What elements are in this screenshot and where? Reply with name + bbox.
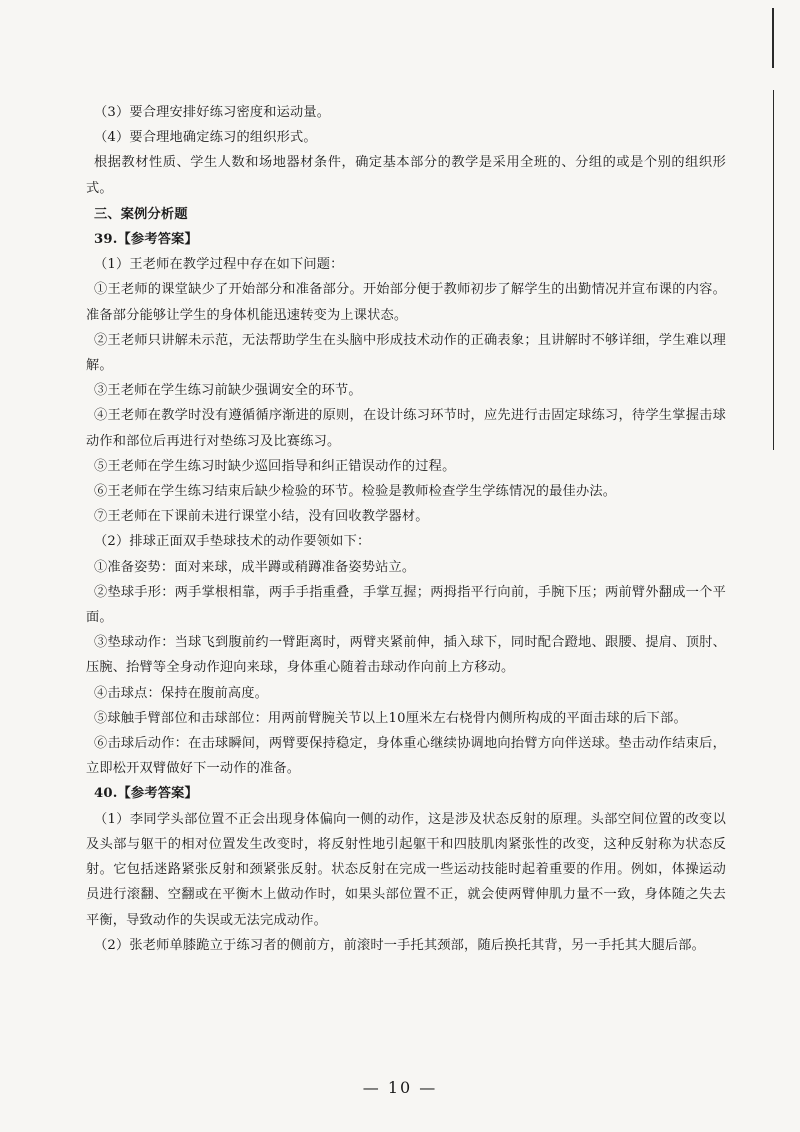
list-item: ⑦王老师在下课前未进行课堂小结，没有回收教学器材。 — [94, 509, 429, 525]
list-item: ①准备姿势：面对来球，成半蹲或稍蹲准备姿势站立。 — [94, 559, 416, 575]
page-number: — 10 — — [362, 1078, 438, 1097]
section-heading: 三、案例分析题 — [94, 206, 188, 222]
paragraph: 根据教材性质、学生人数和场地器材条件，确定基本部分的教学是采用全班的、分组的或是个别的组织形式。 — [86, 155, 726, 196]
list-item: ⑥王老师在学生练习结束后缺少检验的环节。检验是教师检查学生学练情况的最佳办法。 — [94, 484, 617, 500]
answer-heading: 39.【参考答案】 — [94, 232, 198, 248]
list-item: ③垫球动作：当球飞到腹前约一臂距离时，两臂夹紧前伸，插入球下，同时配合蹬地、跟腰、提肩、顶肘、压腕、抬臂等全身动作迎向来球，身体重心随着击球动作向前上方移动。 — [86, 635, 726, 676]
list-item: ⑤球触手臂部位和击球部位：用两前臂腕关节以上10厘米左右桡骨内侧所构成的平面击球的后下部。 — [94, 710, 687, 726]
paragraph: （4）要合理地确定练习的组织形式。 — [94, 130, 317, 146]
list-item: ①王老师的课堂缺少了开始部分和准备部分。开始部分便于教师初步了解学生的出勤情况并宣布课的内容。准备部分能够让学生的身体机能迅速转变为上课状态。 — [86, 282, 726, 323]
answer-heading: 40.【参考答案】 — [94, 786, 198, 802]
list-item: ④击球点：保持在腹前高度。 — [94, 685, 269, 701]
scan-edge-line — [772, 8, 774, 68]
paragraph: （1）王老师在教学过程中存在如下问题： — [94, 257, 344, 273]
document-body — [86, 100, 726, 958]
paragraph: （1）李同学头部位置不正会出现身体偏向一侧的动作，这是涉及状态反射的原理。头部空间位置的改变以及头部与躯干的相对位置发生改变时，将反射性地引起躯干和四肢肌肉紧张性的改变，这种反射称为状态反射。它包括迷路紧张反射和颈紧张反射。状态反射在完成一些运动技能时起着重要的作用。例如，体操运动员进行滚翻、空翻或在平衡木上做动作时，如果头部位置不正，就会使两臂伸肌力量不一致，身体随之失去平衡，导致动作的失误或无法完成动作。 — [86, 811, 726, 928]
list-item: ⑥击球后动作：在击球瞬间，两臂要保持稳定，身体重心继续协调地向抬臂方向伴送球。垫击动作结束后，立即松开双臂做好下一动作的准备。 — [86, 736, 726, 777]
list-item: ③王老师在学生练习前缺少强调安全的环节。 — [94, 383, 362, 399]
list-item: ②王老师只讲解未示范，无法帮助学生在头脑中形成技术动作的正确表象；且讲解时不够详细，学生难以理解。 — [86, 332, 726, 374]
list-item: ⑤王老师在学生练习时缺少巡回指导和纠正错误动作的过程。 — [94, 458, 456, 474]
scan-edge-line — [773, 90, 774, 450]
paragraph: （3）要合理安排好练习密度和运动量。 — [94, 105, 331, 120]
paragraph: （2）排球正面双手垫球技术的动作要领如下： — [94, 534, 371, 550]
list-item: ④王老师在教学时没有遵循循序渐进的原则，在设计练习环节时，应先进行击固定球练习，待学生掌握击球动作和部位后再进行对垫练习及比赛练习。 — [86, 408, 726, 449]
list-item: ②垫球手形：两手掌根相靠，两手手指重叠，手掌互握；两拇指平行向前，手腕下压；两前臂外翻成一个平面。 — [86, 584, 726, 626]
paragraph: （2）张老师单膝跪立于练习者的侧前方，前滚时一手托其颈部，随后换托其背，另一手托其大腿后部。 — [94, 937, 706, 953]
